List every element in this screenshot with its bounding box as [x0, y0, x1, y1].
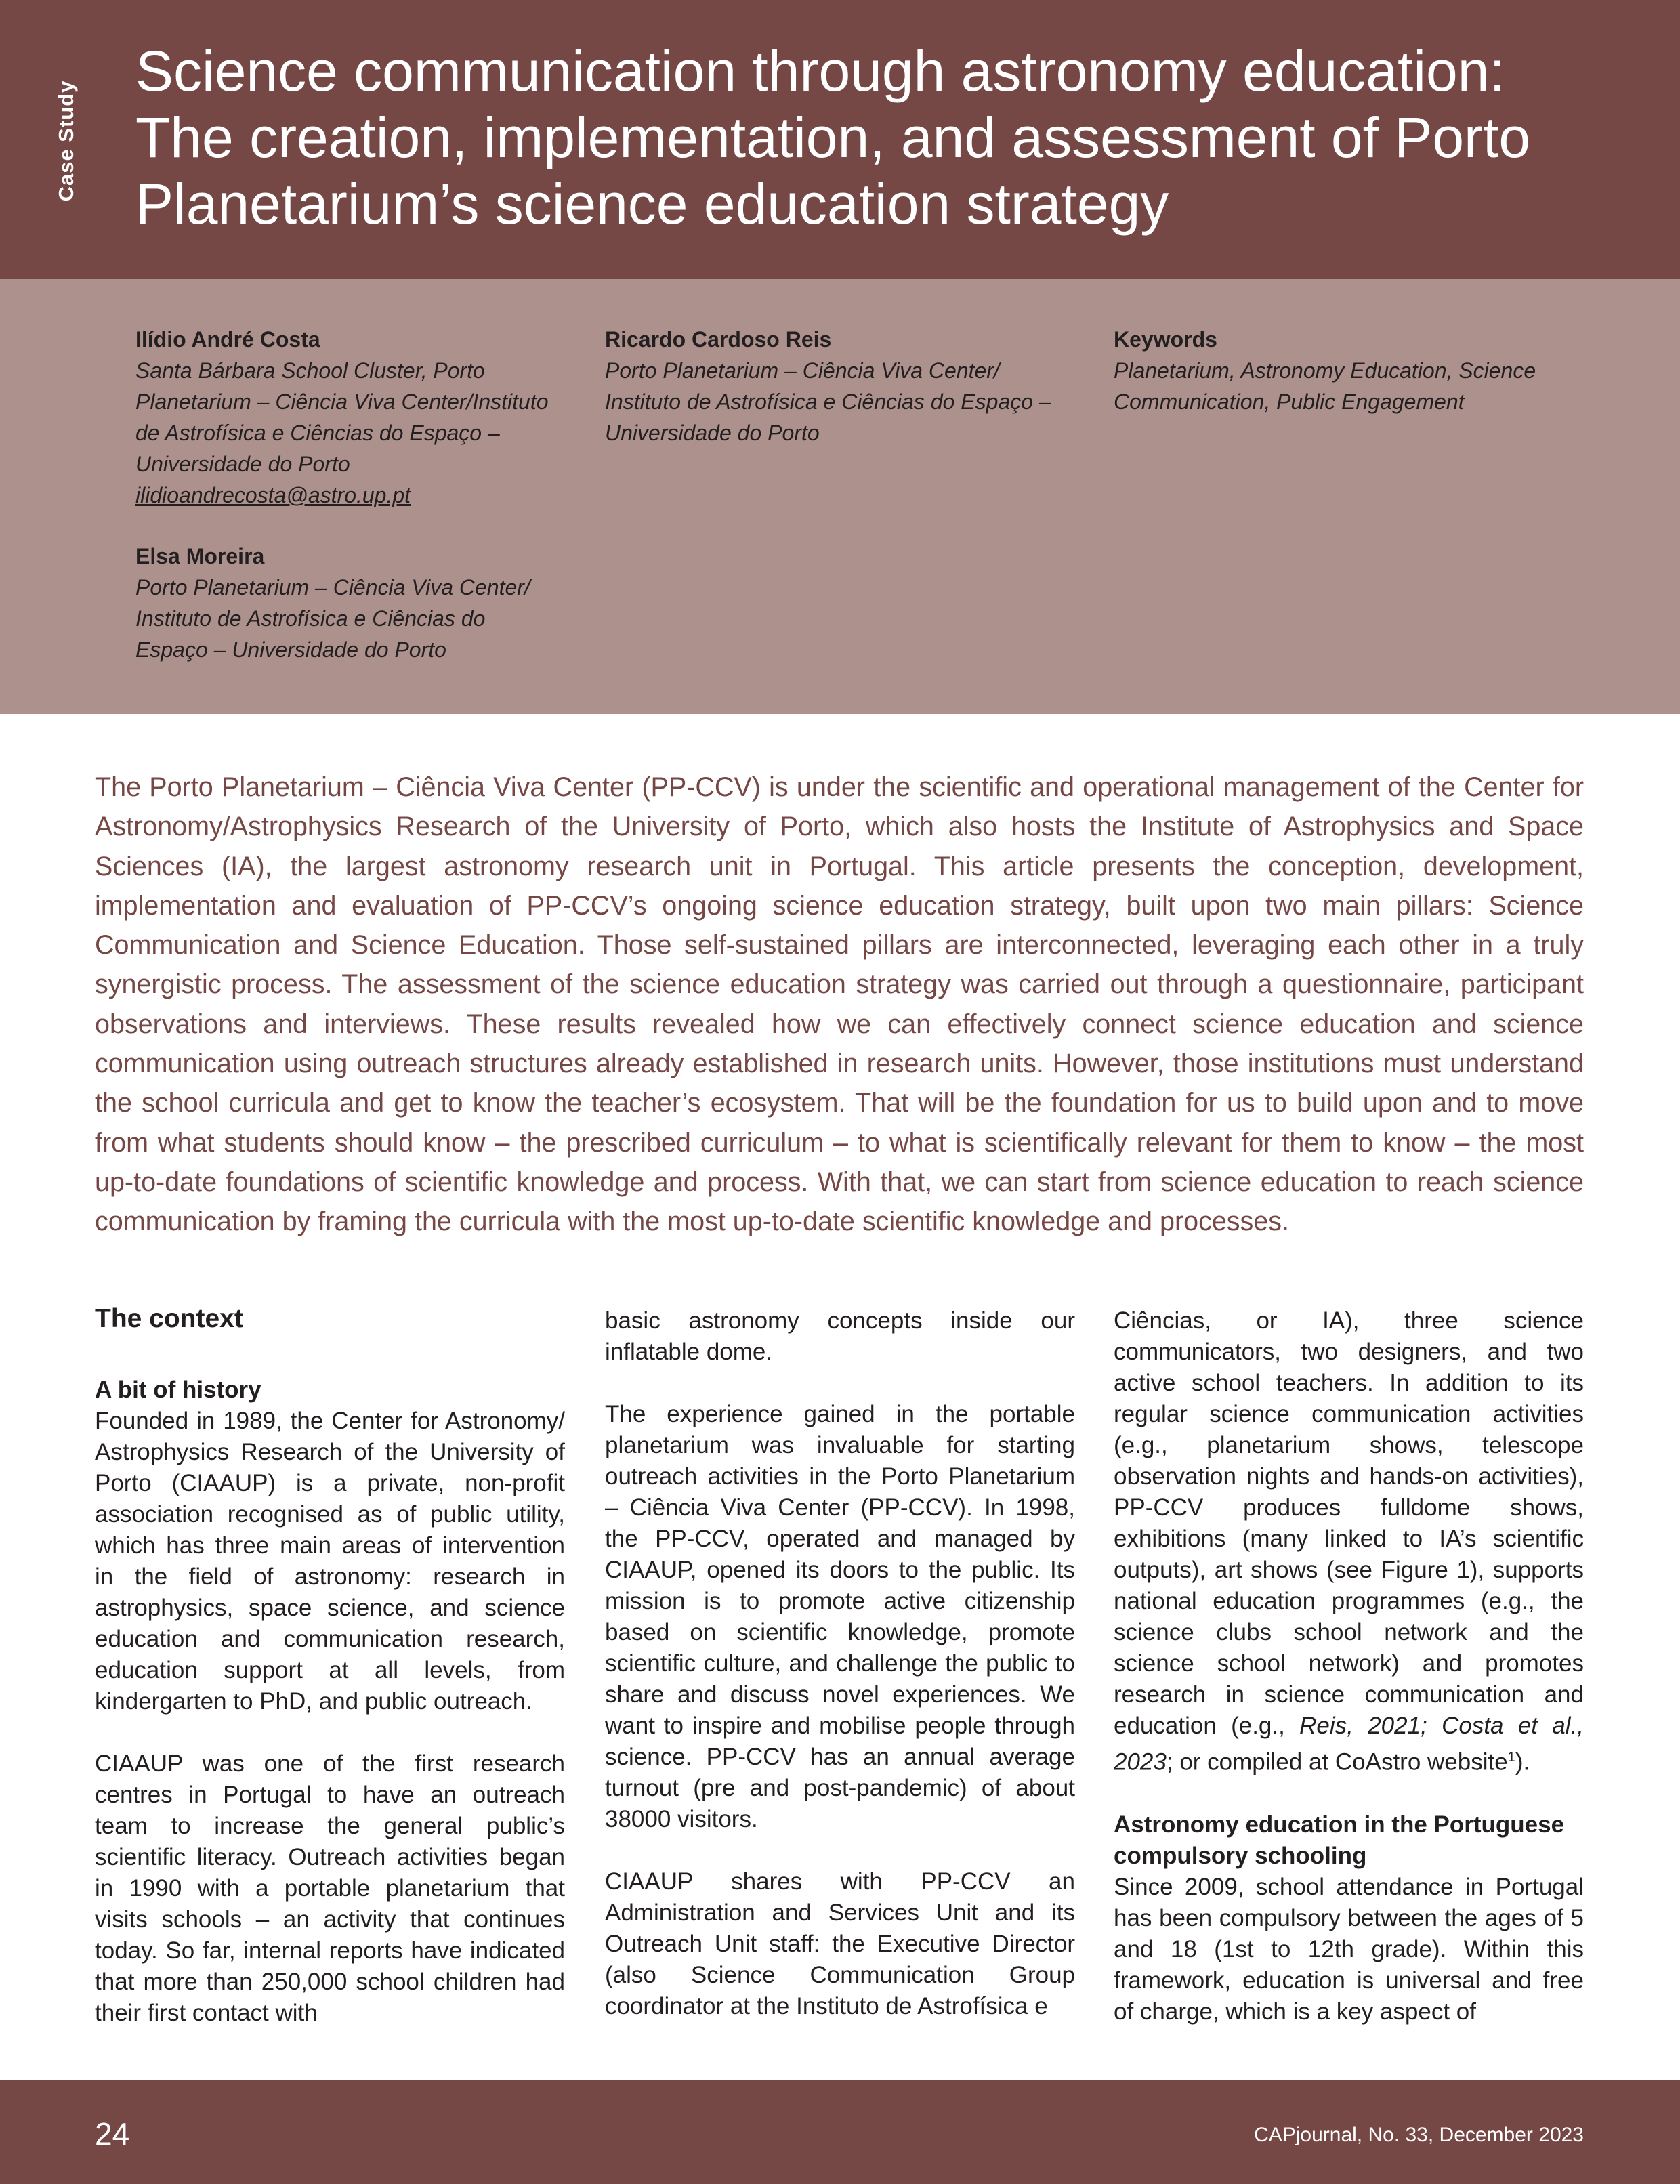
author-email-link[interactable]: ilidioandrecosta@astro.up.pt: [135, 483, 411, 507]
body-column-1: [95, 1305, 565, 2029]
subheading-schooling: Astronomy education in the Portuguese compulsory schooling: [1114, 1811, 1565, 1869]
keywords-heading: Keywords: [1114, 327, 1217, 352]
paragraph: [1114, 1305, 1584, 1778]
author-name: Ricardo Cardoso Reis: [605, 327, 832, 352]
author-block-reis: [605, 324, 1072, 448]
footnote-marker[interactable]: 1: [1507, 1750, 1515, 1765]
article-type-label: Case Study: [54, 80, 78, 202]
section-heading-context: The context: [95, 1304, 243, 1333]
citation-references: Reis, 2021; Costa et al., 2023: [1114, 1713, 1584, 1776]
paragraph-text: ).: [1515, 1748, 1530, 1776]
author-affiliation: Santa Bárbara School Cluster, Porto Planetarium – Ciência Viva Center/Instituto de Astrofísica e Ciências do Espaço – Universidade do Porto: [135, 358, 549, 476]
author-block-costa: [135, 324, 569, 511]
paragraph: basic astronomy concepts inside our inflatable dome.: [605, 1307, 1075, 1365]
subheading-history: A bit of history: [95, 1377, 261, 1403]
paragraph: CIAAUP shares with PP-CCV an Administration and Services Unit and its Outreach Unit staff: the Executive Director (also Science Communication Group coordinator at the Instituto de Astrofísica e: [605, 1868, 1075, 2019]
journal-citation: CAPjournal, No. 33, December 2023: [1254, 2124, 1584, 2146]
author-affiliation: Porto Planetarium – Ciência Viva Center/ Instituto de Astrofísica e Ciências do Espaço – Universidade do Porto: [135, 575, 530, 662]
author-name: Ilídio André Costa: [135, 327, 320, 352]
keywords-list: Planetarium, Astronomy Education, Science Communication, Public Engagement: [1114, 358, 1536, 414]
paragraph: Since 2009, school attendance in Portugal has been compulsory between the ages of 5 and 18 (1st to 12th grade). Within this framework, education is universal and free of charge, which is a key aspect of: [1114, 1873, 1584, 2025]
author-affiliation: Porto Planetarium – Ciência Viva Center/ Instituto de Astrofísica e Ciências do Espaço – Universidade do Porto: [605, 358, 1051, 445]
abstract: The Porto Planetarium – Ciência Viva Center (PP-CCV) is under the scientific and operational management of the Center for Astronomy/Astrophysics Research of the University of Porto, which also hosts the Institute of Astrophysics and Space Sciences (IA), the largest astronomy research unit in Portugal. This article presents the conception, development, implementation and evaluation of PP-CCV’s ongoing science education strategy, built upon two main pillars: Science Communication and Science Education. Those self-sustained pillars are interconnected, leveraging each other in a truly synergistic process. The assessment of the science education strategy was carried out through a questionnaire, participant observations and interviews. These results revealed how we can effectively connect science education and science communication using outreach structures already established in research units. However, those institutions must understand the school curricula and get to know the teacher’s ecosystem. That will be the foundation for us to build upon and to move from what students should know – the prescribed curriculum – to what is scientifically relevant for them to know – the most up-to-date foundations of scientific knowledge and process. With that, we can start from science education to reach science communication by framing the curricula with the most up-to-date scientific knowledge and processes.: [95, 772, 1584, 1237]
authors-band: [0, 279, 1680, 714]
article-title: Science communication through astronomy education: The creation, implementation, and assessment of Porto Planetarium’s science education strategy: [135, 39, 1531, 236]
header-band: [0, 0, 1680, 279]
page-number: 24: [95, 2116, 130, 2151]
paragraph-text: ; or compiled at CoAstro website: [1166, 1748, 1508, 1776]
paragraph: The experience gained in the portable planetarium was invaluable for starting outreach activities in the Porto Planetarium – Ciência Viva Center (PP-CCV). In 1998, the PP-CCV, operated and managed by CIAAUP, opened its doors to the public. Its mission is to promote active citizenship based on scientific knowledge, promote scientific culture, and challenge the public to share and discuss novel experiences. We want to inspire and mobilise people through science. PP-CCV has an annual average turnout (pre and post-pandemic) of about 38000 visitors.: [605, 1401, 1075, 1832]
body-column-2: [605, 1305, 1075, 2022]
paragraph: Founded in 1989, the Center for Astronomy/ Astrophysics Research of the University of Porto (CIAAUP) is a private, non-profit association recognised as of public utility, which has three main areas of intervention in the field of astronomy: research in astrophysics, space science, and science education and communication research, education support at all levels, from kindergarten to PhD, and public outreach.: [95, 1408, 565, 1715]
body-column-3: [1114, 1305, 1584, 2028]
author-name: Elsa Moreira: [135, 544, 265, 568]
keywords-block: [1114, 324, 1561, 417]
author-block-moreira: [135, 541, 555, 665]
paragraph: CIAAUP was one of the first research centres in Portugal to have an outreach team to increase the general public’s scientific literacy. Outreach activities began in 1990 with a portable planetarium that visits schools – an activity that continues today. So far, internal reports have indicated that more than 250,000 school children had their first contact with: [95, 1750, 565, 2026]
paragraph-text: Ciências, or IA), three science communicators, two designers, and two active school teachers. In addition to its regular science communication activities (e.g., planetarium shows, telescope observation nights and hands-on activities), PP-CCV produces fulldome shows, exhibitions (many linked to IA’s scientific outputs), art shows (see Figure 1), supports national education programmes (e.g., the science clubs school network and the science school network) and promotes research in science communication and education (e.g.,: [1114, 1307, 1584, 1739]
